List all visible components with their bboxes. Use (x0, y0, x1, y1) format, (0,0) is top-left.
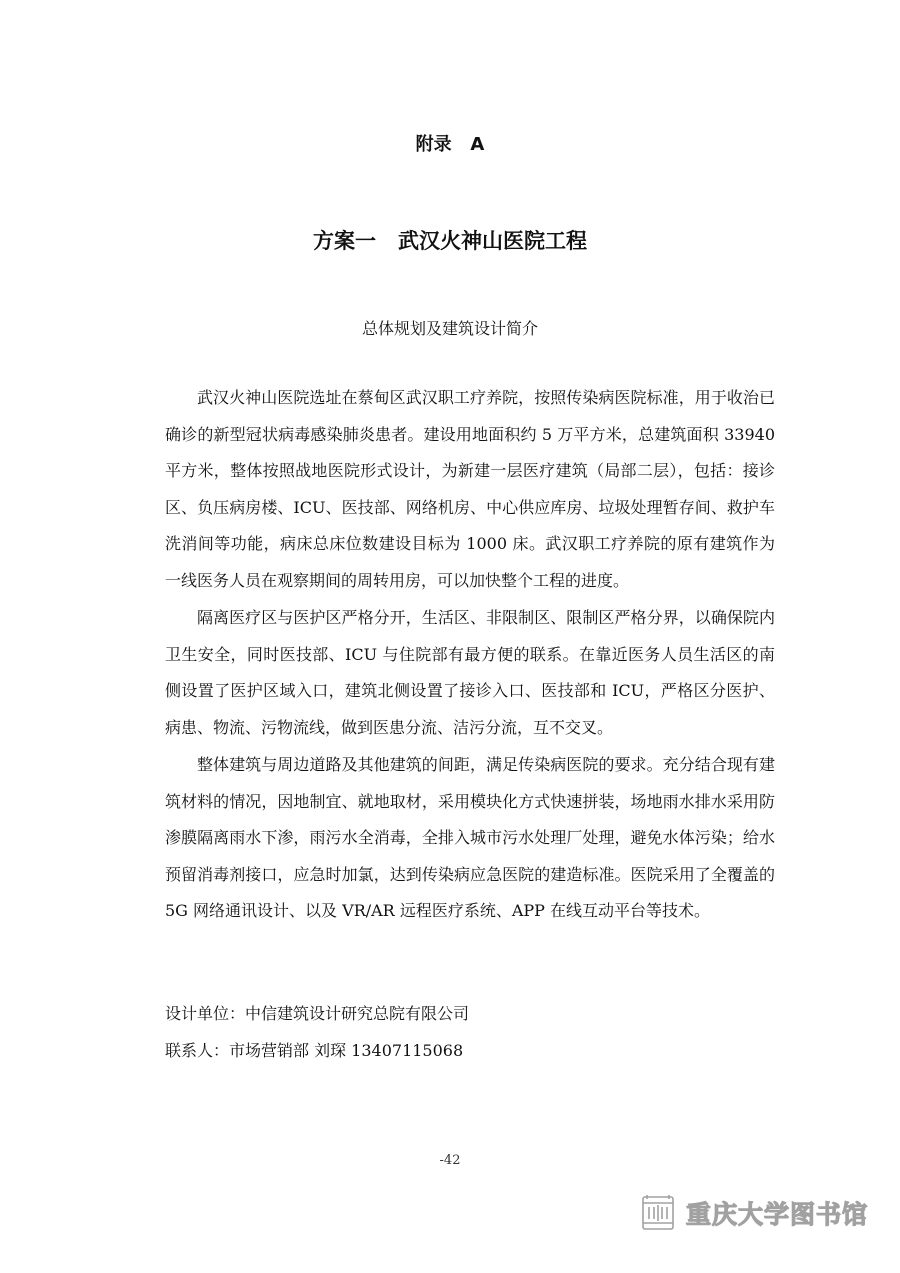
appendix-label: 附录 A (415, 134, 485, 155)
section-subtitle: 总体规划及建筑设计简介 (361, 319, 538, 338)
contact-person: 联系人：市场营销部 刘琛 13407115068 (165, 1041, 464, 1060)
contact-block (165, 995, 775, 1069)
body-text (165, 380, 775, 931)
paragraph-2: 隔离医疗区与医护区严格分开，生活区、非限制区、限制区严格分界，以确保院内卫生安全，同时医技部、ICU 与住院部有最方便的联系。在靠近医务人员生活区的南侧设置了医护区域入口，建筑北侧设置了接诊入口、医技部和 ICU，严格区分医护、病患、物流、污物流线，做到医患分流、洁污分流，互不交叉。 (165, 608, 775, 737)
page-number: -42 (439, 1153, 461, 1168)
design-unit: 设计单位：中信建筑设计研究总院有限公司 (165, 1004, 470, 1023)
paragraph-1: 武汉火神山医院选址在蔡甸区武汉职工疗养院，按照传染病医院标准，用于收治已确诊的新型冠状病毒感染肺炎患者。建设用地面积约 5 万平方米，总建筑面积 33940 平方米，整体按照战地医院形式设计，为新建一层医疗建筑（局部二层），包括：接诊区、负压病房楼、ICU、医技部、网络机房、中心供应库房、垃圾处理暂存间、救护车洗消间等功能，病床总床位数建设目标为 1000 床。武汉职工疗养院的原有建筑作为一线医务人员在观察期间的周转用房，可以加快整个工程的进度。 (165, 388, 775, 590)
library-logo-icon (640, 1194, 676, 1232)
paragraph-3: 整体建筑与周边道路及其他建筑的间距，满足传染病医院的要求。充分结合现有建筑材料的情况，因地制宜、就地取材，采用模块化方式快速拼装，场地雨水排水采用防渗膜隔离雨水下渗，雨污水全消毒，全排入城市污水处理厂处理，避免水体污染；给水预留消毒剂接口，应急时加氯，达到传染病应急医院的建造标准。医院采用了全覆盖的 5G 网络通讯设计、以及 VR/AR 远程医疗系统、APP 在线互动平台等技术。 (165, 755, 775, 920)
library-watermark (640, 1191, 868, 1235)
document-title: 方案一 武汉火神山医院工程 (313, 229, 587, 253)
watermark-text: 重庆大学图书馆 (686, 1200, 869, 1229)
